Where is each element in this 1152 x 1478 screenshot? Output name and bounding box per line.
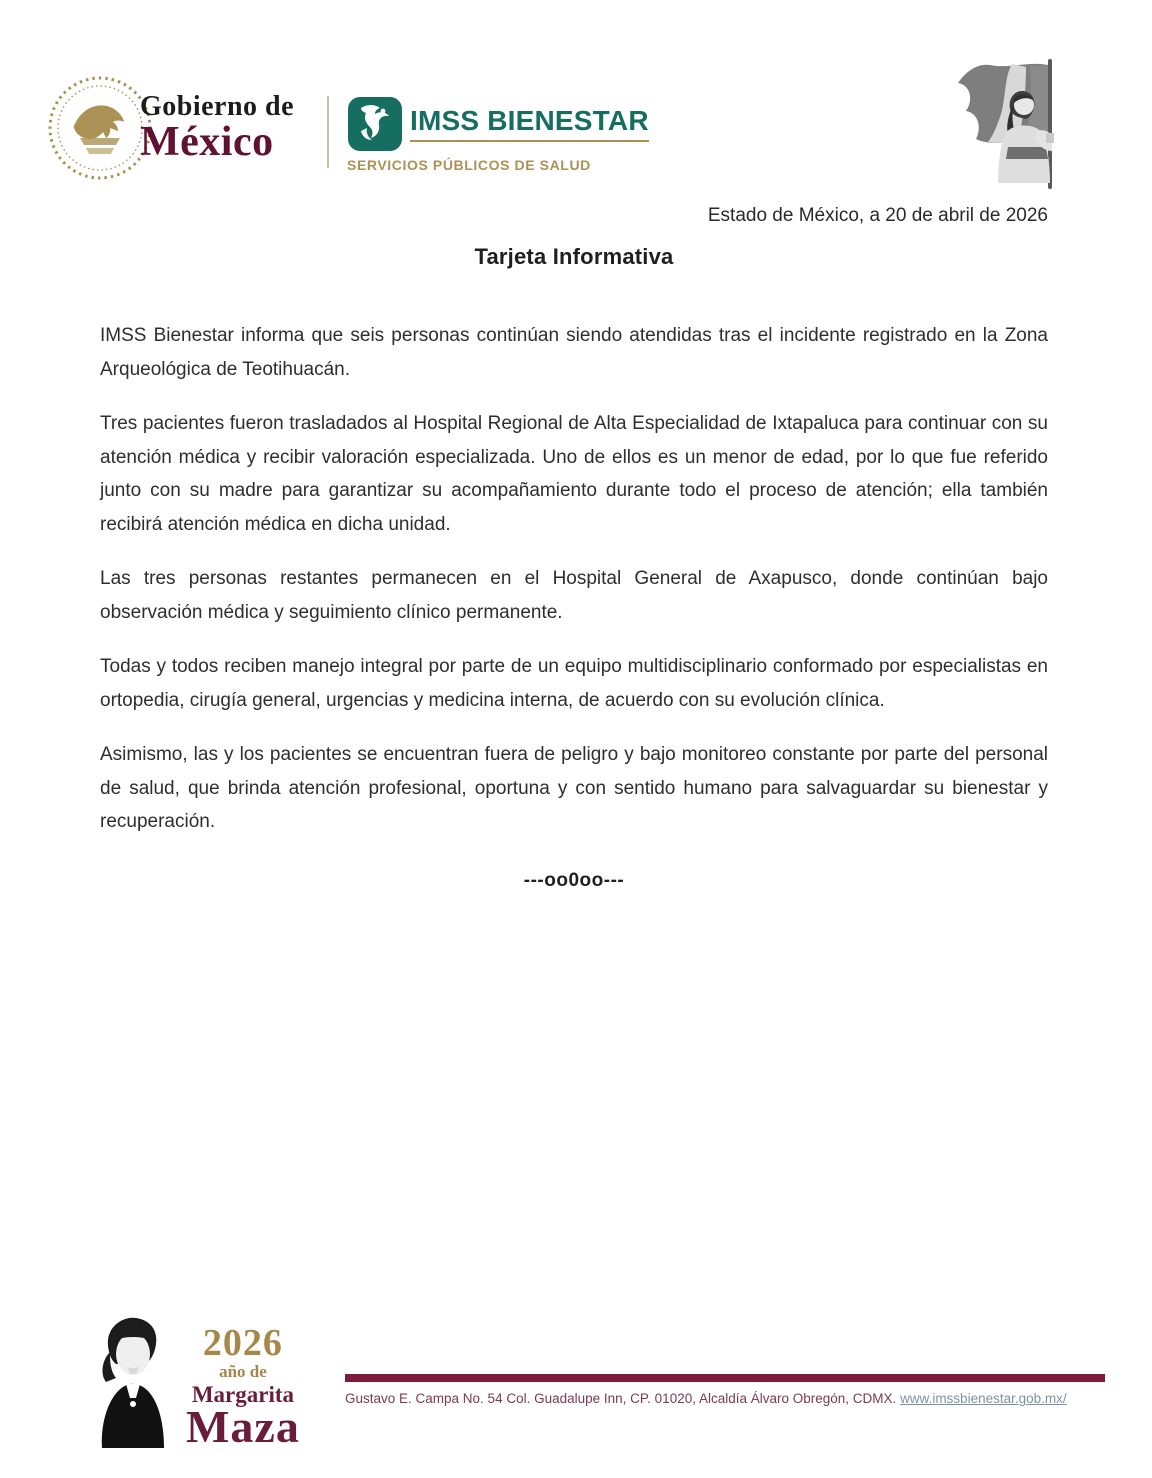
margarita-maza-2026-logo xyxy=(80,1312,300,1452)
maza-ano-de: año de xyxy=(219,1362,267,1382)
mexico-text: México xyxy=(140,118,274,165)
paragraph-1: IMSS Bienestar informa que seis personas continúan siendo atendidas tras el incidente registrado en la Zona Arqueológica de Teotihuacán. xyxy=(100,325,1048,380)
document-title: Tarjeta Informativa xyxy=(474,244,674,269)
woman-with-flag-illustration xyxy=(948,55,1096,205)
address-text: Gustavo E. Campa No. 54 Col. Guadalupe Inn, CP. 01020, Alcaldía Álvaro Obregón, CDMX. xyxy=(345,1391,901,1406)
footer-address xyxy=(345,1391,1105,1406)
imss-eagle-icon xyxy=(347,96,403,152)
paragraph-5: Asimismo, las y los pacientes se encuentran fuera de peligro y bajo monitoreo constante por parte del personal de salud, que brinda atención profesional, oportuna y con sentido humano para salvaguardar su bienestar y recuperación. xyxy=(100,744,1048,832)
imss-bienestar-logo xyxy=(347,96,649,173)
document-body xyxy=(100,205,1048,892)
end-of-text-separator: ---oo0oo--- xyxy=(523,869,625,891)
maza-margarita: Margarita xyxy=(191,1381,295,1407)
gobierno-de-text: Gobierno de xyxy=(140,91,295,122)
imss-subtitle: SERVICIOS PÚBLICOS DE SALUD xyxy=(347,157,591,173)
paragraph-3: Las tres personas restantes permanecen en el Hospital General de Axapusco, donde continúan bajo observación médica y seguimiento clínico permanente. xyxy=(100,568,1048,623)
imss-gold-rule xyxy=(410,140,649,142)
footer-accent-bar xyxy=(345,1374,1105,1382)
gobierno-de-mexico-logo xyxy=(140,92,294,163)
margarita-maza-portrait-icon xyxy=(80,1312,180,1448)
maza-maza: Maza xyxy=(186,1400,300,1452)
paragraphs-block xyxy=(100,319,1048,839)
logo-divider xyxy=(327,96,329,168)
dateline: Estado de México, a 20 de abril de 2026 xyxy=(707,205,1048,226)
imss-bienestar-wordmark: IMSS BIENESTAR xyxy=(410,104,649,136)
maza-year: 2026 xyxy=(202,1322,283,1365)
maza-year-text xyxy=(186,1322,300,1452)
paragraph-4: Todas y todos reciben manejo integral por parte de un equipo multidisciplinario conformado por especialistas en ortopedia, cirugía general, urgencias y medicina interna, de acuerdo con su evolución clínica. xyxy=(100,656,1048,711)
website-link[interactable]: www.imssbienestar.gob.mx/ xyxy=(900,1391,1067,1406)
paragraph-2: Tres pacientes fueron trasladados al Hospital Regional de Alta Especialidad de Ixtapaluca para continuar con su atención médica y recibir valoración especializada. Uno de ellos es un menor de edad, por lo que fue referido junto con su madre para garantizar su acompañamiento durante todo el proceso de atención; ella también recibirá atención médica en dicha unidad. xyxy=(100,413,1048,535)
